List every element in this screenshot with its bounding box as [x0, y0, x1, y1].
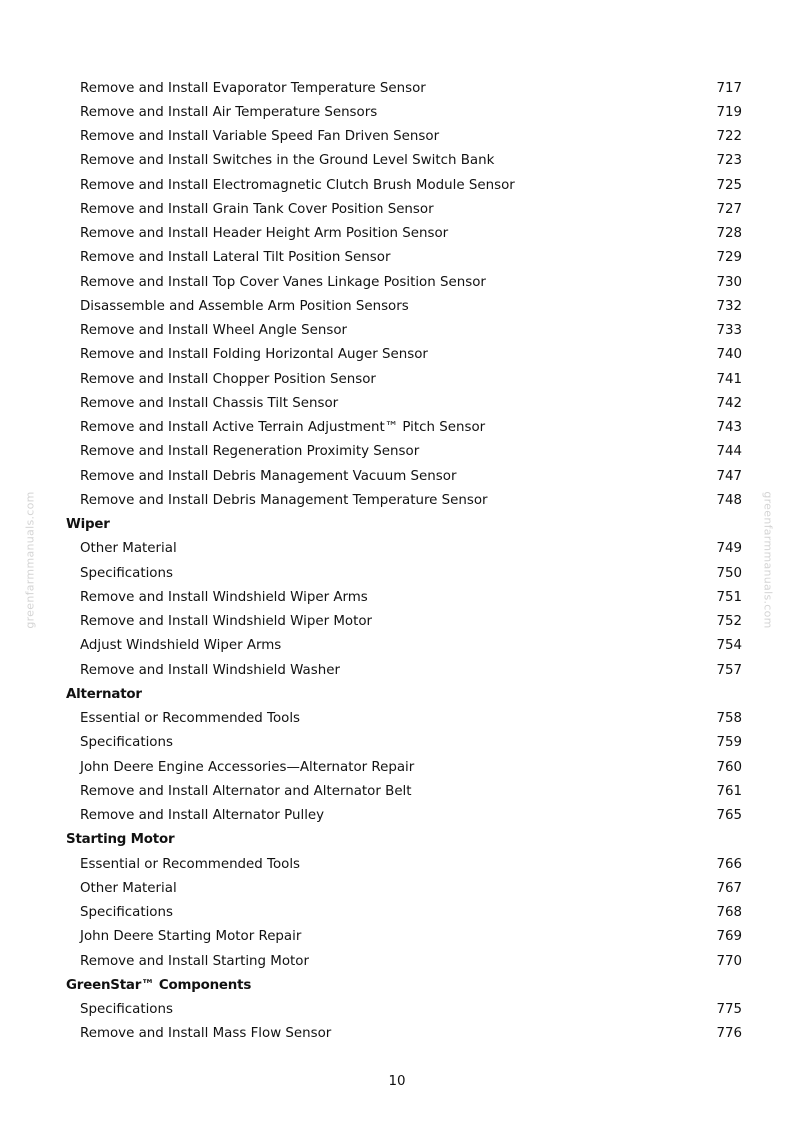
toc-entry-title: Remove and Install Wheel Angle Sensor — [80, 323, 348, 339]
toc-entry-page-number: 747 — [716, 468, 742, 484]
toc-entry-title: Remove and Install Starting Motor — [80, 953, 309, 969]
toc-entry-page-number: 770 — [716, 953, 742, 969]
toc-entry-title: Remove and Install Regeneration Proximity Sensor — [80, 444, 420, 460]
toc-entry-title: Specifications — [80, 1002, 173, 1018]
toc-entry-title: Essential or Recommended Tools — [80, 856, 301, 872]
toc-entry-page-number: 760 — [716, 759, 742, 775]
toc-entry-title: Remove and Install Evaporator Temperature Sensor — [80, 80, 426, 96]
toc-entry-title: Adjust Windshield Wiper Arms — [80, 638, 282, 654]
toc-entry-title: Disassemble and Assemble Arm Position Sensors — [80, 298, 409, 314]
toc-entry-title: John Deere Starting Motor Repair — [80, 929, 302, 945]
toc-entry-page-number: 732 — [716, 298, 742, 314]
toc-entry[interactable] — [66, 876, 742, 900]
toc-entry[interactable] — [66, 537, 742, 561]
toc-entry[interactable] — [66, 707, 742, 731]
toc-entry[interactable] — [66, 173, 742, 197]
toc-entry[interactable] — [66, 416, 742, 440]
toc-entry-title: Remove and Install Alternator and Alternator Belt — [80, 783, 412, 799]
toc-entry-page-number: 717 — [716, 80, 742, 96]
toc-entry-page-number: 725 — [716, 177, 742, 193]
toc-entry-title: Remove and Install Windshield Wiper Arms — [80, 589, 368, 605]
toc-entry-title: Specifications — [80, 565, 173, 581]
toc-entry-page-number: 752 — [716, 614, 742, 630]
toc-entry-page-number: 722 — [716, 129, 742, 145]
toc-entry-title: Remove and Install Windshield Wiper Motor — [80, 614, 373, 630]
toc-entry[interactable] — [66, 319, 742, 343]
toc-section-heading — [66, 828, 742, 852]
toc-entry-page-number: 733 — [716, 323, 742, 339]
toc-entry-title: Remove and Install Debris Management Vacuum Sensor — [80, 468, 457, 484]
toc-section-heading — [66, 682, 742, 706]
toc-entry-title: Remove and Install Windshield Washer — [80, 662, 340, 678]
toc-entry-title: Other Material — [80, 541, 177, 557]
toc-entry-page-number: 730 — [716, 274, 742, 290]
toc-section-heading — [66, 973, 742, 997]
toc-entry[interactable] — [66, 925, 742, 949]
toc-entry-title: Other Material — [80, 880, 177, 896]
toc-entry-title: Remove and Install Folding Horizontal Auger Sensor — [80, 347, 428, 363]
toc-entry[interactable] — [66, 270, 742, 294]
toc-entry[interactable] — [66, 852, 742, 876]
toc-entry[interactable] — [66, 149, 742, 173]
toc-entry-title: Remove and Install Active Terrain Adjustment™ Pitch Sensor — [80, 420, 486, 436]
toc-entry-page-number: 766 — [716, 856, 742, 872]
toc-entry[interactable] — [66, 658, 742, 682]
toc-entry[interactable] — [66, 246, 742, 270]
toc-entry-page-number: 761 — [716, 783, 742, 799]
toc-entry-title: Remove and Install Mass Flow Sensor — [80, 1026, 332, 1042]
toc-entry-title: Remove and Install Debris Management Temperature Sensor — [80, 492, 488, 508]
toc-entry-page-number: 728 — [716, 226, 742, 242]
toc-entry-title: Remove and Install Variable Speed Fan Driven Sensor — [80, 129, 440, 145]
toc-entry-page-number: 767 — [716, 880, 742, 896]
toc-entry-title: Remove and Install Top Cover Vanes Linkage Position Sensor — [80, 274, 486, 290]
toc-section-title: GreenStar™ Components — [66, 977, 252, 993]
toc-entry[interactable] — [66, 779, 742, 803]
toc-entry-page-number: 759 — [716, 735, 742, 751]
toc-entry-title: Remove and Install Grain Tank Cover Position Sensor — [80, 201, 434, 217]
toc-entry-page-number: 743 — [716, 420, 742, 436]
toc-entry[interactable] — [66, 125, 742, 149]
watermark-right: greenfarmmanuals.com — [761, 491, 775, 629]
toc-entry-page-number: 748 — [716, 492, 742, 508]
toc-entry-title: Remove and Install Header Height Arm Position Sensor — [80, 226, 449, 242]
toc-entry[interactable] — [66, 755, 742, 779]
toc-entry-title: Remove and Install Lateral Tilt Position Sensor — [80, 250, 391, 266]
toc-entry-page-number: 769 — [716, 929, 742, 945]
toc-entry-page-number: 727 — [716, 201, 742, 217]
toc-section-title: Alternator — [66, 686, 142, 702]
toc-entry-page-number: 741 — [716, 371, 742, 387]
toc-entry-page-number: 754 — [716, 638, 742, 654]
toc-entry-title: Remove and Install Switches in the Ground Level Switch Bank — [80, 153, 495, 169]
toc-entry[interactable] — [66, 1022, 742, 1046]
toc-entry[interactable] — [66, 100, 742, 124]
toc-entry[interactable] — [66, 731, 742, 755]
toc-entry-title: Specifications — [80, 735, 173, 751]
toc-entry[interactable] — [66, 561, 742, 585]
toc-entry[interactable] — [66, 367, 742, 391]
toc-entry-title: John Deere Engine Accessories—Alternator Repair — [80, 759, 415, 775]
toc-entry[interactable] — [66, 804, 742, 828]
toc-entry[interactable] — [66, 391, 742, 415]
toc-entry[interactable] — [66, 488, 742, 512]
toc-entry-page-number: 744 — [716, 444, 742, 460]
toc-entry-title: Essential or Recommended Tools — [80, 711, 301, 727]
table-of-contents — [66, 76, 742, 1046]
toc-entry[interactable] — [66, 610, 742, 634]
toc-entry[interactable] — [66, 76, 742, 100]
toc-entry-title: Remove and Install Air Temperature Sensors — [80, 104, 378, 120]
toc-entry-page-number: 723 — [716, 153, 742, 169]
toc-entry[interactable] — [66, 949, 742, 973]
toc-section-heading — [66, 513, 742, 537]
watermark-left: greenfarmmanuals.com — [23, 491, 37, 629]
toc-entry[interactable] — [66, 634, 742, 658]
toc-entry-page-number: 776 — [716, 1026, 742, 1042]
toc-entry[interactable] — [66, 901, 742, 925]
toc-entry[interactable] — [66, 585, 742, 609]
page-number: 10 — [388, 1074, 406, 1089]
toc-entry-page-number: 751 — [716, 589, 742, 605]
toc-entry-page-number: 758 — [716, 711, 742, 727]
toc-entry[interactable] — [66, 222, 742, 246]
toc-entry-page-number: 742 — [716, 395, 742, 411]
toc-entry[interactable] — [66, 440, 742, 464]
toc-entry-title: Remove and Install Alternator Pulley — [80, 808, 325, 824]
toc-entry[interactable] — [66, 197, 742, 221]
toc-entry-page-number: 768 — [716, 905, 742, 921]
toc-entry-page-number: 775 — [716, 1002, 742, 1018]
toc-entry[interactable] — [66, 464, 742, 488]
toc-entry-title: Remove and Install Electromagnetic Clutch Brush Module Sensor — [80, 177, 515, 193]
toc-entry[interactable] — [66, 998, 742, 1022]
toc-entry[interactable] — [66, 294, 742, 318]
toc-entry-title: Remove and Install Chassis Tilt Sensor — [80, 395, 339, 411]
toc-section-title: Starting Motor — [66, 832, 175, 848]
toc-entry-title: Specifications — [80, 905, 173, 921]
toc-entry[interactable] — [66, 343, 742, 367]
toc-entry-page-number: 729 — [716, 250, 742, 266]
toc-entry-page-number: 719 — [716, 104, 742, 120]
toc-entry-title: Remove and Install Chopper Position Sensor — [80, 371, 376, 387]
toc-entry-page-number: 757 — [716, 662, 742, 678]
toc-entry-page-number: 749 — [716, 541, 742, 557]
toc-entry-page-number: 740 — [716, 347, 742, 363]
toc-entry-page-number: 765 — [716, 808, 742, 824]
toc-entry-page-number: 750 — [716, 565, 742, 581]
toc-section-title: Wiper — [66, 517, 110, 533]
